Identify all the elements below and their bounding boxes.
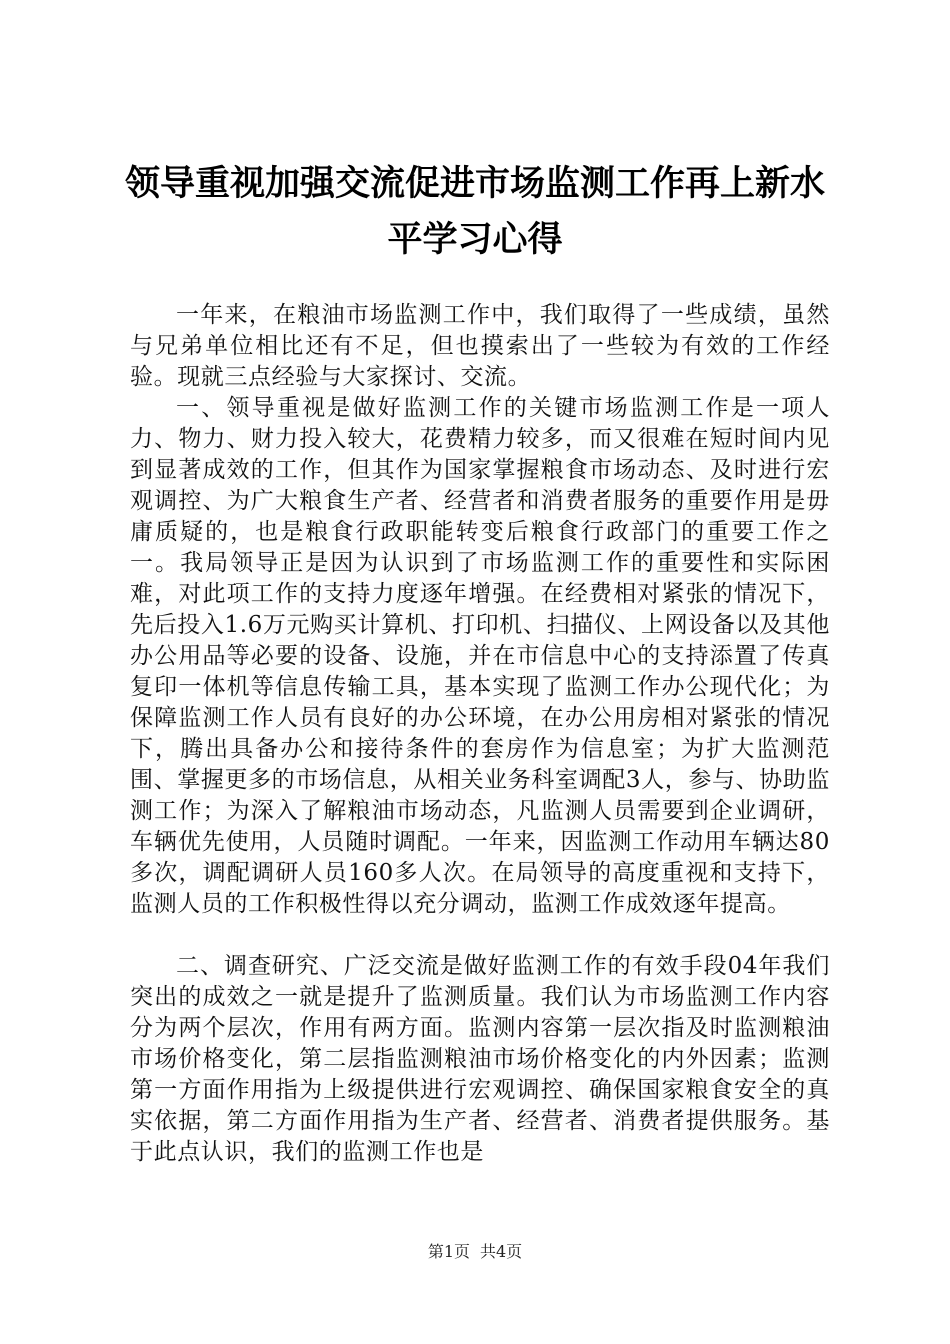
page-footer xyxy=(0,1242,950,1262)
paragraph-section-2: 二、调查研究、广泛交流是做好监测工作的有效手段04年我们突出的成效之一就是提升了监测质量。我们认为市场监测工作内容分为两个层次，作用有两方面。监测内容第一层次指及时监测粮油市场价格变化，第二层指监测粮油市场价格变化的内外因素；监测第一方面作用指为上级提供进行宏观调控、确保国家粮食安全的真实依据，第二方面作用指为生产者、经营者、消费者提供服务。基于此点认识，我们的监测工作也是 xyxy=(130,953,830,1165)
document-title-line-2: 平学习心得 xyxy=(387,220,563,260)
paragraph-intro: 一年来，在粮油市场监测工作中，我们取得了一些成绩，虽然与兄弟单位相比还有不足，但也摸索出了一些较为有效的工作经验。现就三点经验与大家探讨、交流。 xyxy=(130,302,830,390)
document-title-line-1: 领导重视加强交流促进市场监测工作再上新水 xyxy=(124,164,825,204)
page-number: 第1页 xyxy=(427,1242,470,1261)
page-total: 共4页 xyxy=(480,1242,523,1261)
paragraph-section-1: 一、领导重视是做好监测工作的关键市场监测工作是一项人力、物力、财力投入较大，花费精力较多，而又很难在短时间内见到显著成效的工作，但其作为国家掌握粮食市场动态、及时进行宏观调控、为广大粮食生产者、经营者和消费者服务的重要作用是毋庸质疑的，也是粮食行政职能转变后粮食行政部门的重要工作之一。我局领导正是因为认识到了市场监测工作的重要性和实际困难，对此项工作的支持力度逐年增强。在经费相对紧张的情况下，先后投入1.6万元购买计算机、打印机、扫描仪、上网设备以及其他办公用品等必要的设备、设施，并在市信息中心的支持添置了传真复印一体机等信息传输工具，基本实现了监测工作办公现代化；为保障监测工作人员有良好的办公环境，在办公用房相对紧张的情况下，腾出具备办公和接待条件的套房作为信息室；为扩大监测范围、掌握更多的市场信息，从相关业务科室调配3人，参与、协助监测工作；为深入了解粮油市场动态，凡监测人员需要到企业调研，车辆优先使用，人员随时调配。一年来，因监测工作动用车辆达80多次，调配调研人员160多人次。在局领导的高度重视和支持下，监测人员的工作积极性得以充分调动，监测工作成效逐年提高。 xyxy=(130,395,830,917)
document-body xyxy=(130,300,830,1168)
